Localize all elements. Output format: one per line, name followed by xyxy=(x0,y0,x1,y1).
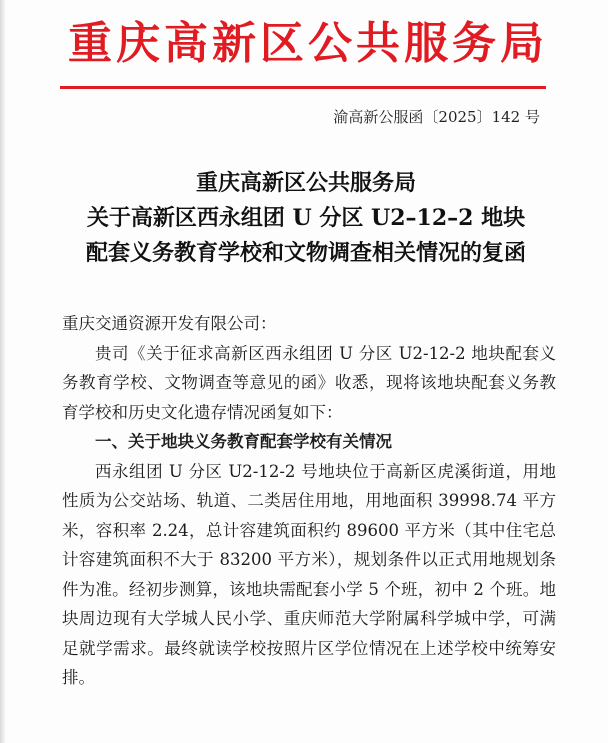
section-heading-1: 一、关于地块义务教育配套学校有关情况 xyxy=(95,432,392,451)
title-line-1: 重庆高新区公共服务局 xyxy=(195,170,416,196)
section-1-paragraph: 西永组团 U 分区 U2-12-2 号地块位于高新区虎溪街道，用地性质为公交站场、轨道、二类居住用地，用地面积 39998.74 平方米，容积率 2.24，总计容建筑面积约 89600 平方米（其中住宅总计容建筑面积不大于 83200 平方米），规划条件以正式用地规划条件为准。经初步测算，该地块需配套小学 5 个班，初中 2 个班。地块周边现有大学城人民小学、重庆师范大学附属科学城中学，可满足就学需求。最终就读学校按照片区学位情况在上述学校中统筹安排。 xyxy=(62,461,556,687)
title-line-3: 配套义务教育学校和文物调查相关情况的复函 xyxy=(85,240,526,266)
title-line-2: 关于高新区西永组团 U 分区 U2–12–2 地块 xyxy=(86,205,526,231)
salutation: 重庆交通资源开发有限公司： xyxy=(62,314,277,333)
intro-paragraph: 贵司《关于征求高新区西永组团 U 分区 U2-12-2 地块配套义务教育学校、文物调查等意见的函》收悉，现将该地块配套义务教育学校和历史文化遗存情况函复如下： xyxy=(62,343,556,422)
masthead-red-rule xyxy=(60,86,546,89)
masthead-title: 重庆高新区公共服务局 xyxy=(68,18,548,69)
page-edge-shadow xyxy=(0,0,6,743)
document-title xyxy=(40,166,572,271)
document-number: 渝高新公服函〔2025〕142 号 xyxy=(333,108,540,126)
document-body xyxy=(62,309,556,693)
